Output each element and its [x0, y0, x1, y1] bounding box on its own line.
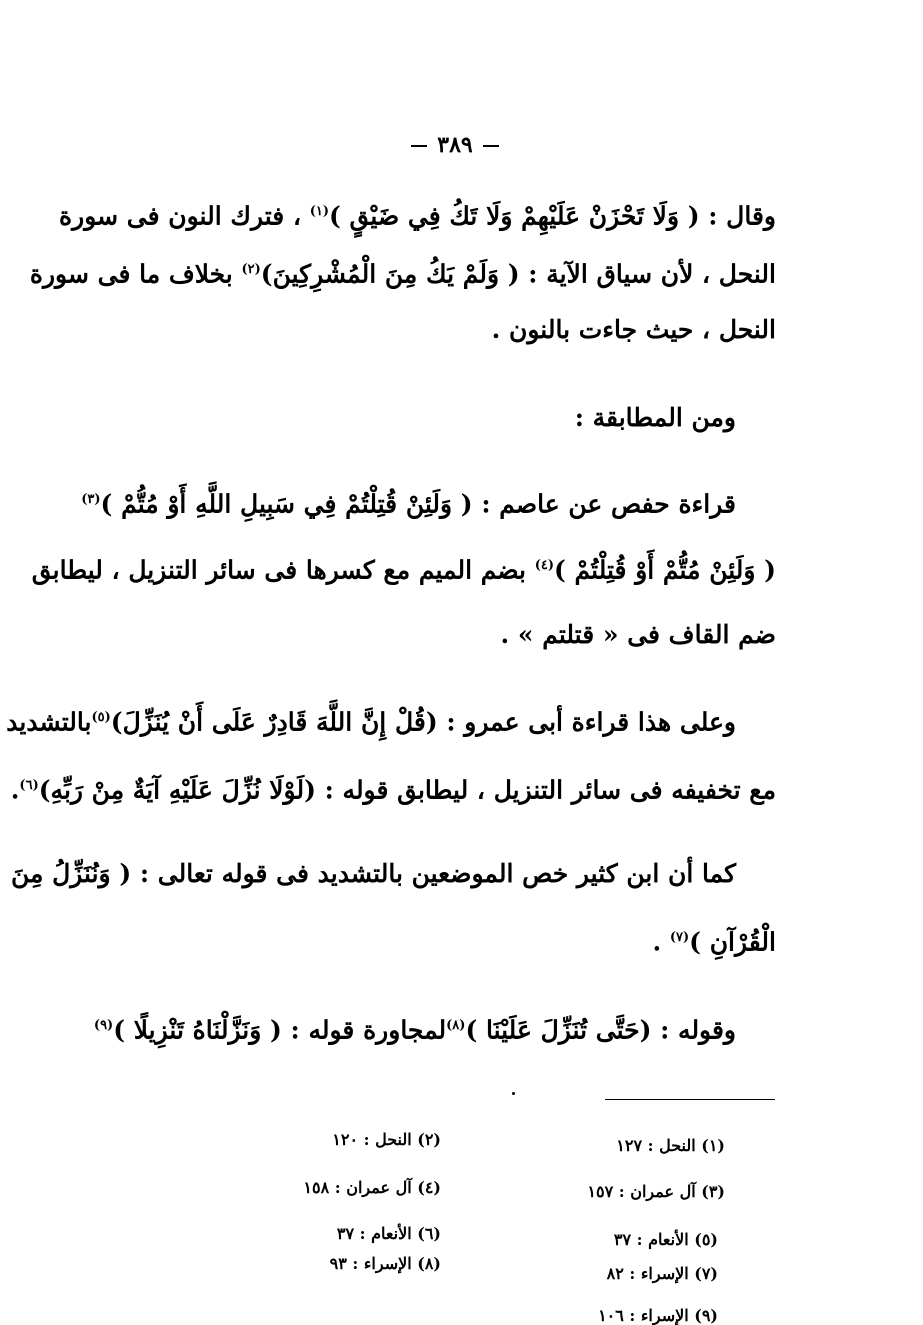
text-line: وعلى هذا قراءة أبى عمرو : (قُلْ إِنَّ اللَّهَ قَادِرٌ عَلَى أَنْ يُنَزِّلَ)$^{(٥)}$بالتشديد [6, 707, 736, 737]
text-line: الْقُرْآنِ )$^{(٧)}$ . [652, 927, 776, 957]
page-number [400, 132, 510, 158]
footnote-2: (٢) النحل : ١٢٠ [332, 1130, 441, 1149]
text-line: قراءة حفص عن عاصم : ( وَلَئِنْ قُتِلْتُمْ فِي سَبِيلِ اللَّهِ أَوْ مُتُّمْ )$^{(٣)}$ [81, 489, 736, 519]
footnote-8: (٨) الإسراء : ٩٣ [329, 1254, 441, 1273]
text-line: ضم القاف فى « قتلتم » . [500, 620, 776, 649]
text-line: وقوله : (حَتَّى تُنَزِّلَ عَلَيْنَا )$^{(٨)}$لمجاورة قوله : ( وَنَزَّلْنَاهُ تَنْزِيلًا )$^{(٩)}$ [93, 1015, 736, 1045]
footnote-4: (٤) آل عمران : ١٥٨ [303, 1178, 441, 1197]
text-line: النحل ، لأن سياق الآية : ( وَلَمْ يَكُ مِنَ الْمُشْرِكِينَ)$^{(٢)}$ بخلاف ما فى سورة [29, 259, 776, 289]
footnote-5: (٥) الأنعام : ٣٧ [613, 1230, 718, 1249]
footnote-9: (٩) الإسراء : ١٠٦ [598, 1306, 718, 1325]
page-number-value: ٣٨٩ [437, 132, 473, 158]
dash-right [411, 145, 427, 147]
text-line: وقال : ( وَلَا تَحْزَنْ عَلَيْهِمْ وَلَا تَكُ فِي ضَيْقٍ )$^{(١)}$ ، فترك النون فى سورة [59, 201, 776, 231]
footnote-1: (١) النحل : ١٢٧ [616, 1136, 725, 1155]
footnote-7: (٧) الإسراء : ٨٢ [606, 1264, 718, 1283]
text-line: النحل ، حيث جاءت بالنون . [491, 315, 776, 344]
text-line: ( وَلَئِنْ مُتُّمْ أَوْ قُتِلْتُمْ )$^{(٤)}$ بضم الميم مع كسرها فى سائر التنزيل ، ليطابق [31, 555, 776, 585]
section-heading: ومن المطابقة : [574, 403, 736, 432]
print-speck [512, 1092, 515, 1095]
footnote-6: (٦) الأنعام : ٣٧ [336, 1224, 441, 1243]
text-line: كما أن ابن كثير خص الموضعين بالتشديد فى قوله تعالى : ( وَنُنَزِّلُ مِنَ [10, 859, 736, 888]
footnote-separator [605, 1099, 775, 1100]
text-line: مع تخفيفه فى سائر التنزيل ، ليطابق قوله : (لَوْلَا نُزِّلَ عَلَيْهِ آيَةٌ مِنْ رَبِّهِ)$^{(٦)}$. [10, 775, 776, 805]
dash-left [483, 145, 499, 147]
footnote-3: (٣) آل عمران : ١٥٧ [587, 1182, 725, 1201]
